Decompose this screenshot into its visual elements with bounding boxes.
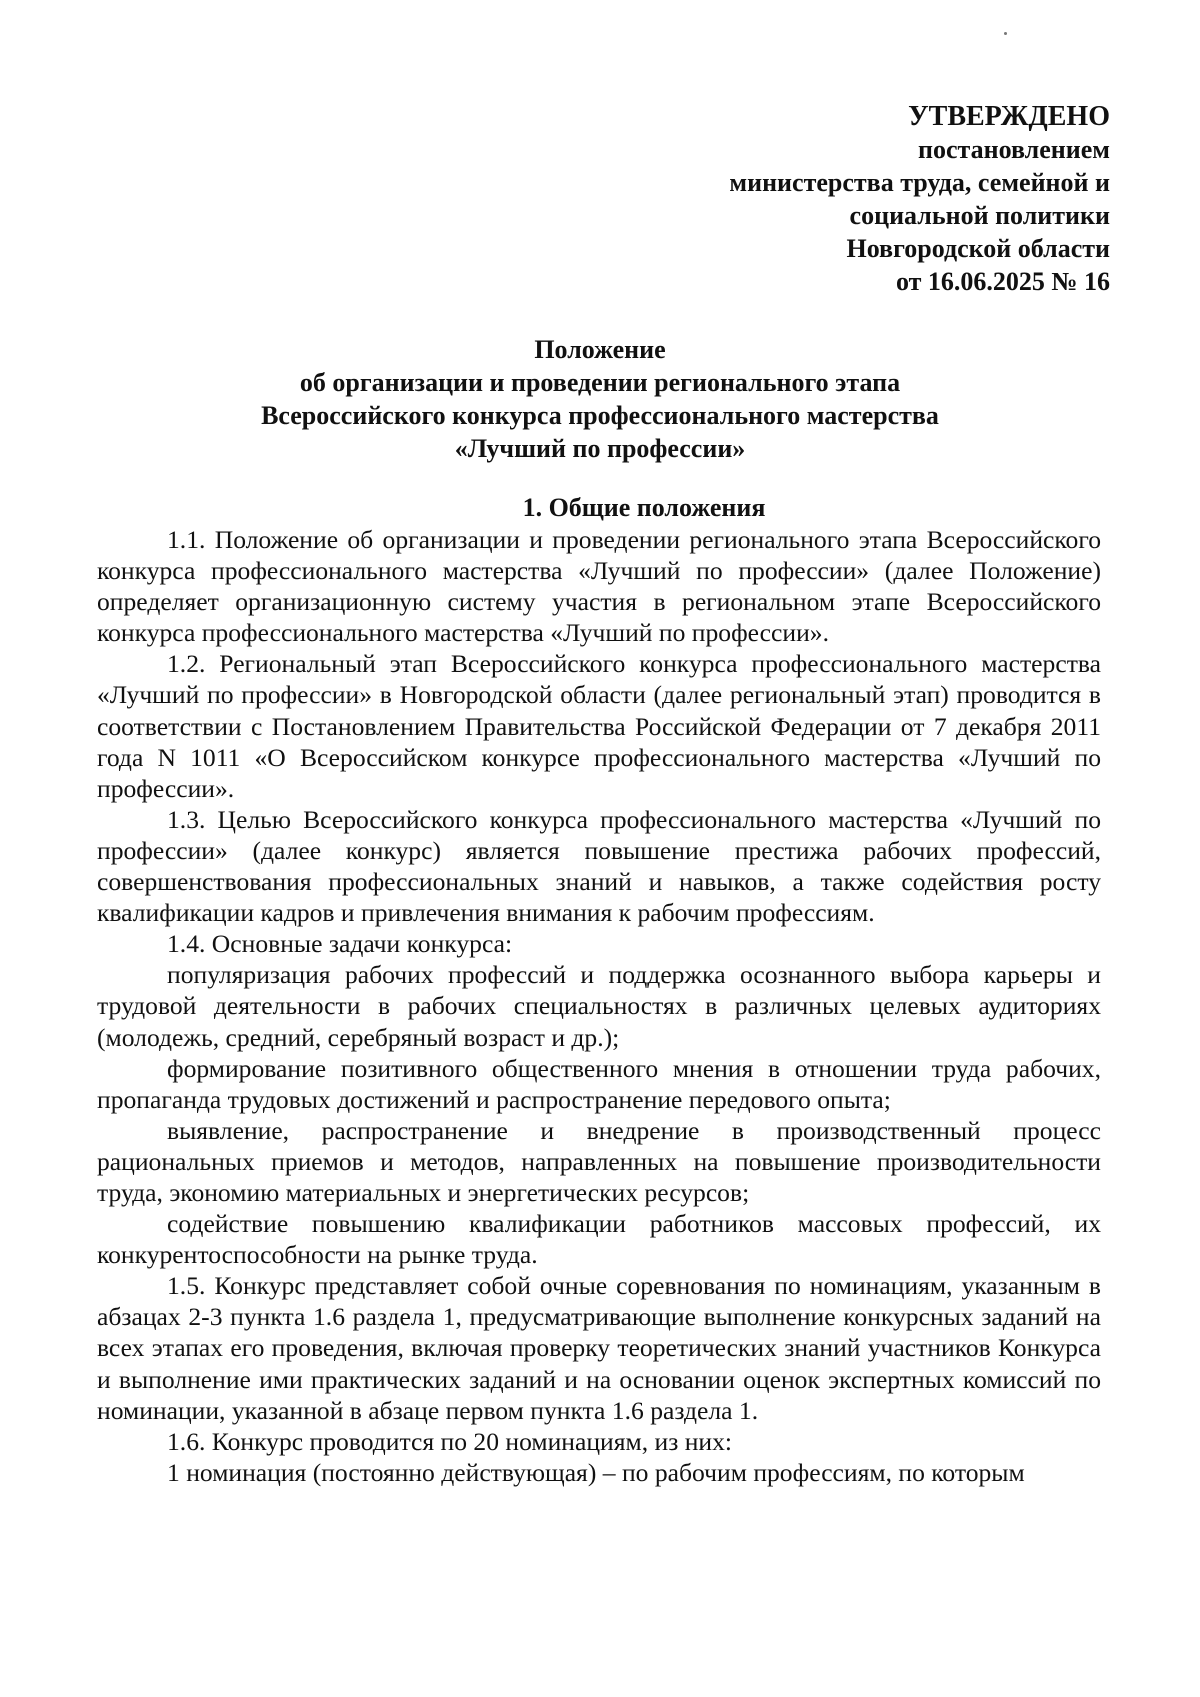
approval-line: Новгородской области [846,234,1110,263]
paragraph: 1.2. Региональный этап Всероссийского конкурса профессионального мастерства «Лучший по профессии» в Новгородской области (далее региональный этап) проводится в соответствии с Постановлением Правительства Российской Федерации от 7 декабря 2011 года N 1011 «О Всероссийском конкурсе профессионального мастерства «Лучший по профессии». [97,649,1101,803]
paragraph: 1.5. Конкурс представляет собой очные соревнования по номинациям, указанным в абзацах 2-3 пункта 1.6 раздела 1, предусматривающие выполнение конкурсных заданий на всех этапах его проведения, включая проверку теоретических знаний участников Конкурса и выполнение ими практических заданий и на основании оценок экспертных комиссий по номинации, указанной в абзаце первом пункта 1.6 раздела 1. [97,1271,1101,1425]
approval-line: министерства труда, семейной и [729,168,1110,197]
approval-line: постановлением [918,135,1110,164]
list-paragraph: популяризация рабочих профессий и поддержка осознанного выбора карьеры и трудовой деятельности в рабочих специальностях в различных целевых аудиториях (молодежь, средний, серебряный возраст и др.); [97,960,1101,1052]
document-body [97,491,1101,1488]
title-line: Всероссийского конкурса профессионального мастерства [261,401,939,430]
approval-date-number: от 16.06.2025 № 16 [895,267,1110,296]
title-line: об организации и проведении регионального этапа [299,368,901,397]
list-paragraph: формирование позитивного общественного мнения в отношении труда рабочих, пропаганда трудовых достижений и распространение передового опыта; [97,1053,1101,1114]
section-heading: 1. Общие положения [522,493,766,522]
title-line: «Лучший по профессии» [454,434,746,463]
approval-line: социальной политики [849,201,1110,230]
list-paragraph: выявление, распространение и внедрение в производственный процесс рациональных приемов и методов, направленных на повышение производительности труда, экономию материальных и энергетических ресурсов; [97,1115,1101,1207]
paragraph: 1.1. Положение об организации и проведении регионального этапа Всероссийского конкурса профессионального мастерства «Лучший по профессии» (далее Положение) определяет организационную систему участия в региональном этапе Всероссийского конкурса профессионального мастерства «Лучший по профессии». [97,525,1101,648]
approval-stamp-block [729,100,1110,298]
list-paragraph: содействие повышению квалификации работников массовых профессий, их конкурентоспособности на рынке труда. [97,1209,1101,1270]
approval-heading: УТВЕРЖДЕНО [908,101,1110,132]
document-title [0,333,1200,465]
paragraph: 1.6. Конкурс проводится по 20 номинациям, из них: [167,1426,733,1456]
paragraph: 1 номинация (постоянно действующая) – по рабочим профессиям, по которым [167,1457,1025,1487]
paragraph: 1.3. Целью Всероссийского конкурса профессионального мастерства «Лучший по профессии» (далее конкурс) является повышение престижа рабочих профессий, совершенствования профессиональных знаний и навыков, а также содействия росту квалификации кадров и привлечения внимания к рабочим профессиям. [97,804,1101,928]
scan-speck [1004,32,1007,35]
title-line: Положение [534,335,666,364]
paragraph: 1.4. Основные задачи конкурса: [167,929,513,959]
